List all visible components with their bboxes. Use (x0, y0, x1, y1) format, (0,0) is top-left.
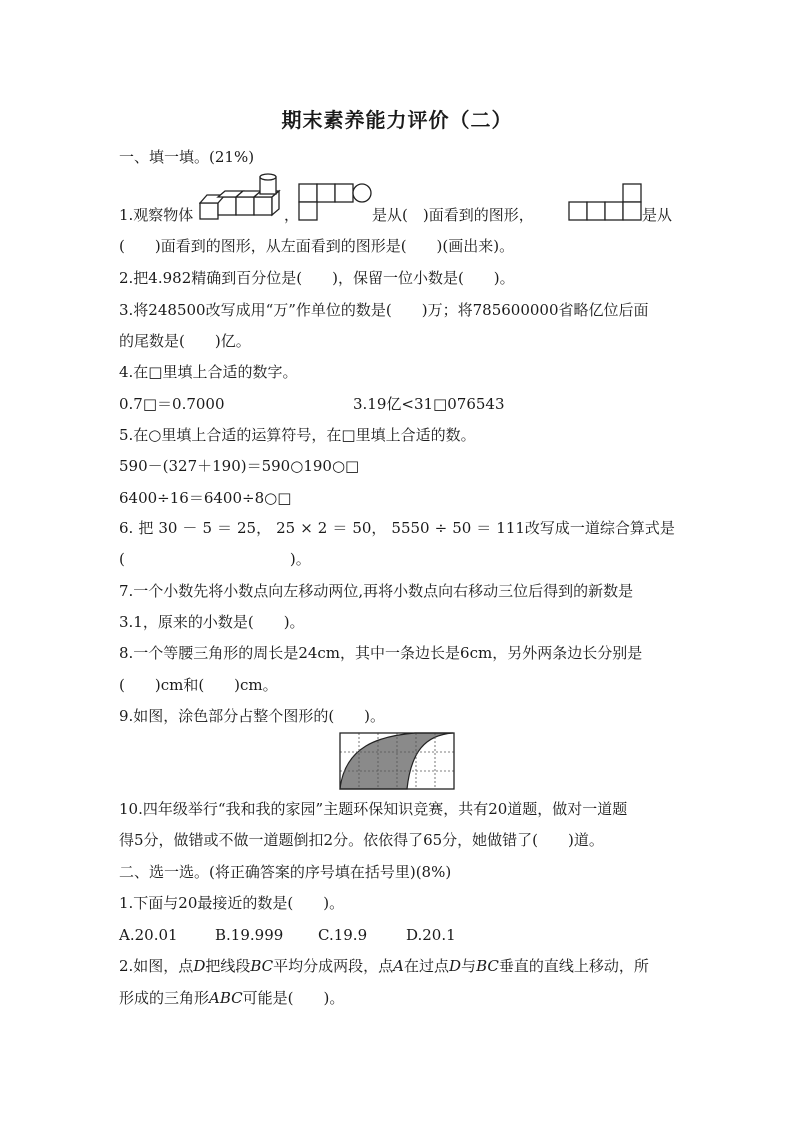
cube-solid-figure (199, 173, 281, 221)
q6-part: 5550 (391, 519, 430, 537)
q5-expr2: 6400÷16＝6400÷8○□ (119, 489, 292, 507)
s2-q1-option-a: A.20.01 (119, 926, 178, 944)
q8-line2: ( )cm和( )cm。 (119, 676, 278, 694)
q2-text: 2.把4.982精确到百分位是( )，保留一位小数是( )。 (119, 269, 515, 287)
q1-text-d: 是从 (642, 206, 673, 224)
q1-text-c: 是从( )面看到的图形， (372, 206, 534, 224)
q6-part: 2 (317, 519, 328, 537)
q6-line1 (119, 518, 675, 538)
q6-part: × (300, 519, 313, 537)
s2-q2-line2 (119, 988, 344, 1008)
q6-part: 5 (202, 519, 212, 537)
q6-part: 25 (276, 519, 296, 537)
q1-comma: ， (284, 206, 300, 224)
q6-part: 50 (452, 519, 472, 537)
s2-q1-option-b: B.19.999 (215, 926, 284, 944)
q6-part: 111改写成一道综合算式是 (496, 519, 675, 537)
view-figure-1 (298, 183, 374, 221)
section2-heading: 二、选一选。(将正确答案的序号填在括号里)(8%) (119, 863, 452, 881)
s2-q2-text: 形成的三角形 (119, 989, 210, 1007)
q4-text: 4.在□里填上合适的数字。 (119, 363, 298, 381)
q5-expr1: 590－(327＋190)＝590○190○□ (119, 457, 360, 475)
q6-part: － (182, 519, 198, 537)
point-a: A (393, 957, 404, 975)
triangle-abc: ABC (209, 989, 243, 1007)
view-figure-2 (567, 183, 643, 221)
s2-q2-line1 (119, 956, 649, 976)
q4-expr2: 3.19亿<31□076543 (353, 395, 505, 413)
s2-q1-option-d: D.20.1 (406, 926, 456, 944)
q6-part: ＝ (332, 519, 348, 537)
q6-part: 把 (138, 519, 154, 537)
q6-prefix: 6. (119, 519, 134, 537)
point-d: D (449, 957, 462, 975)
s2-q2-text: 垂直的直线上移动，所 (498, 957, 649, 975)
s2-q2-text: 平均分成两段，点 (273, 957, 394, 975)
q8-line1: 8.一个等腰三角形的周长是24cm，其中一条边长是6cm，另外两条边长分别是 (119, 644, 643, 662)
q6-part: 50， (352, 519, 387, 537)
s2-q2-text: 在过点 (404, 957, 450, 975)
q3-line2: 的尾数是( )亿。 (119, 332, 251, 350)
q1-line2: ( )面看到的图形，从左面看到的图形是( )(画出来)。 (119, 237, 515, 255)
s2-q2-text: 与 (461, 957, 477, 975)
q3-line1: 3.将248500改写成用“万”作单位的数是( )万；将785600000省略亿位后面 (119, 301, 649, 319)
q6-line2: ( )。 (119, 550, 311, 568)
q1-text-a: 1.观察物体 (119, 206, 194, 224)
q7-line1: 7.一个小数先将小数点向左移动两位,再将小数点向右移动三位后得到的新数是 (119, 582, 634, 600)
q6-part: 25， (237, 519, 272, 537)
segment-bc: BC (476, 957, 499, 975)
q7-line2: 3.1，原来的小数是( )。 (119, 613, 305, 631)
s2-q1-option-c: C.19.9 (318, 926, 368, 944)
q6-part: 30 (158, 519, 178, 537)
q6-part: ÷ (434, 519, 448, 537)
shaded-grid-figure (339, 732, 455, 790)
q10-line1: 10.四年级举行“我和我的家园”主题环保知识竞赛，共有20道题，做对一道题 (119, 800, 628, 818)
point-d: D (193, 957, 206, 975)
page-title: 期末素养能力评价（二） (281, 108, 513, 132)
s2-q2-text: 把线段 (205, 957, 251, 975)
q4-expr1: 0.7□＝0.7000 (119, 395, 225, 413)
q10-line2: 得5分，做错或不做一道题倒扣2分。依依得了65分，她做错了( )道。 (119, 831, 604, 849)
q6-part: ＝ (216, 519, 232, 537)
segment-bc: BC (250, 957, 274, 975)
q5-text: 5.在○里填上合适的运算符号，在□里填上合适的数。 (119, 426, 476, 444)
q9-text: 9.如图，涂色部分占整个图形的( )。 (119, 707, 386, 725)
q1-line1 (119, 205, 193, 225)
section1-heading: 一、填一填。(21%) (119, 148, 255, 166)
q6-part: ＝ (476, 519, 492, 537)
s2-q2-text: 2.如图，点 (119, 957, 194, 975)
s2-q2-text: 可能是( )。 (242, 989, 345, 1007)
s2-q1-text: 1.下面与20最接近的数是( )。 (119, 894, 345, 912)
